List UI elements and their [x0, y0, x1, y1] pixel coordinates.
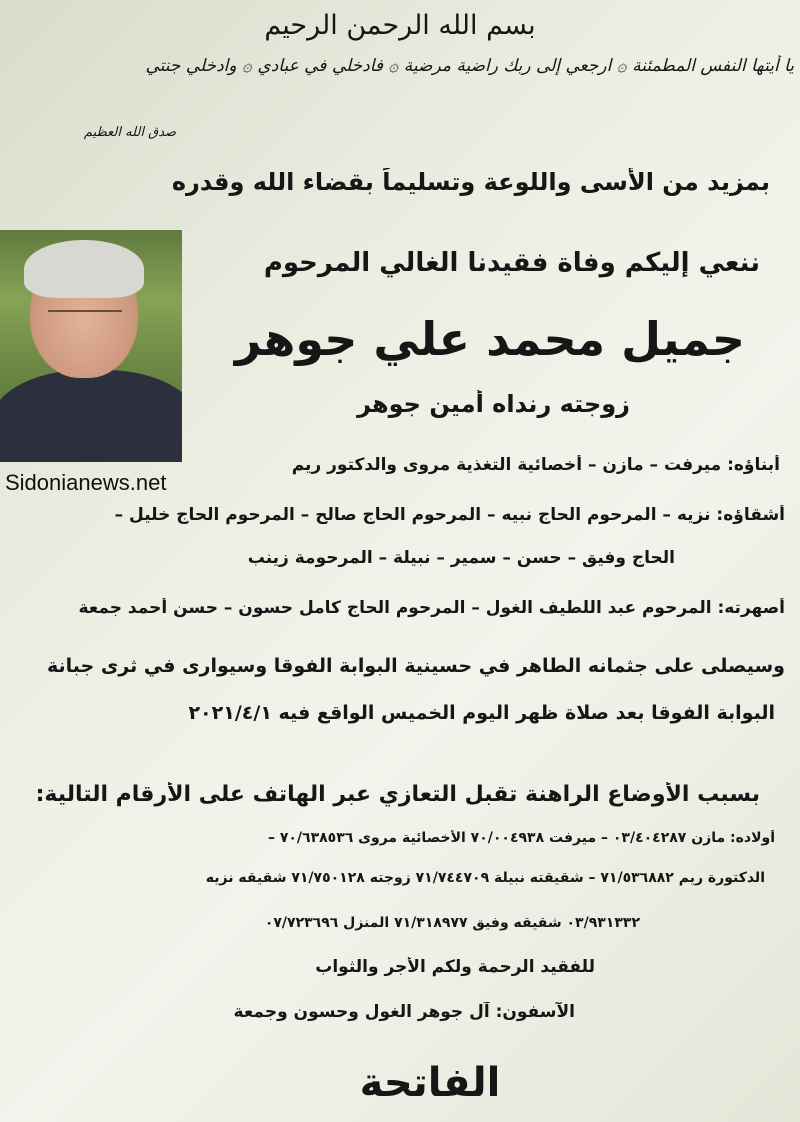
basmala: بسم الله الرحمن الرحيم — [264, 10, 536, 41]
phones-line-3: ٠٣/٩٣١٣٣٢ شقيقه وفيق ٧١/٣١٨٩٧٧ المنزل ٠٧/٧٢٣٦٩٦ — [264, 915, 640, 931]
funeral-line-1: وسيصلى على جثمانه الطاهر في حسينية البوابة الفوقا وسيوارى في ثرى جبانة — [46, 655, 785, 677]
site-watermark: Sidonianews.net — [5, 470, 167, 495]
deceased-name: جميل محمد علي جوهر — [234, 312, 745, 366]
mercy-line: للفقيد الرحمة ولكم الأجر والثواب — [315, 957, 595, 977]
quran-verse: يا أيتها النفس المطمئنة ۞ ارجعي إلى ربك راضية مرضية ۞ فادخلي في عبادي ۞ وادخلي جنتي — [145, 56, 794, 76]
siblings-line-1: أشقاؤه: نزيه – المرحوم الحاج نبيه – المرحوم الحاج صالح – المرحوم الحاج خليل – — [114, 505, 785, 525]
announcement-line: ننعي إليكم وفاة فقيدنا الغالي المرحوم — [263, 248, 760, 278]
mourners-line: الآسفون: آل جوهر الغول وحسون وجمعة — [233, 1002, 575, 1022]
inlaws-line: أصهرته: المرحوم عبد اللطيف الغول – المرحوم الحاج كامل حسون – حسن أحمد جمعة — [78, 598, 785, 618]
sons-line: أبناؤه: ميرفت – مازن – أخصائية التغذية مروى والدكتور ريم — [291, 455, 780, 475]
siblings-line-2: الحاج وفيق – حسن – سمير – نبيلة – المرحومة زينب — [247, 548, 675, 568]
sadaqa-allah: صدق الله العظيم — [83, 125, 177, 140]
phones-line-2: الدكتورة ريم ٧١/٥٣٦٨٨٢ – شقيقته نبيلة ٧١/٧٤٤٧٠٩ زوجته ٧١/٧٥٠١٢٨ شقيقه نزيه — [205, 870, 765, 886]
sorrow-line: بمزيد من الأسى واللوعة وتسليماً بقضاء الله وقدره — [171, 168, 770, 196]
condolences-heading: بسبب الأوضاع الراهنة تقبل التعازي عبر الهاتف على الأرقام التالية: — [35, 782, 760, 807]
funeral-line-2: البوابة الفوقا بعد صلاة ظهر اليوم الخميس الواقع فيه ٢٠٢١/٤/١ — [188, 702, 775, 724]
fatiha-title: الفاتحة — [359, 1060, 501, 1106]
phones-line-1: أولاده: مازن ٠٣/٤٠٤٢٨٧ – ميرفت ٧٠/٠٠٤٩٣٨ الأخصائية مروى ٧٠/٦٣٨٥٣٦ – — [267, 830, 775, 846]
wife-line: زوجته رنداه أمين جوهر — [357, 390, 630, 418]
